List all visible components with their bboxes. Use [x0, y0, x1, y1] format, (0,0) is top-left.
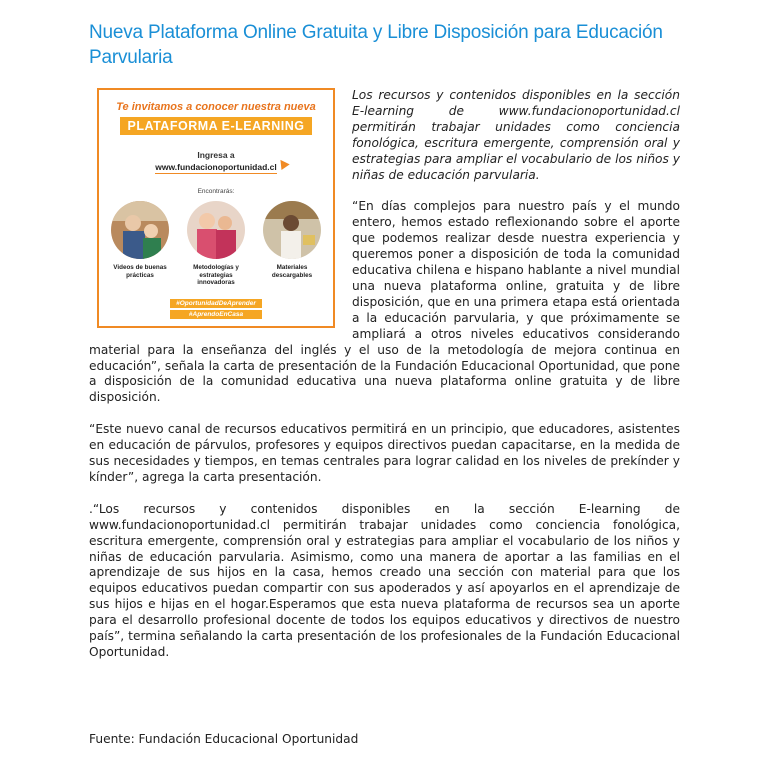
classroom-photo-icon — [111, 201, 169, 259]
article-intro: Los recursos y contenidos disponibles en la sección E-learning de www.fundacionoportunidad.cl permitirán trabajar unidades como conciencia fonológica, escritura emergente, comprensión oral y estrategias para ampliar el vocabulario de los niños y niñas de educación parvularia. — [352, 88, 680, 182]
promo-banner: PLATAFORMA E-LEARNING — [120, 117, 312, 135]
promo-item-caption: Materiales descargables — [271, 264, 313, 279]
promo-item-caption: Videos de buenas prácticas — [113, 264, 167, 279]
promo-item-videos — [105, 201, 175, 279]
hashtag: #AprendoEnCasa — [170, 310, 262, 319]
article-paragraph: “Este nuevo canal de recursos educativos permitirá en un principio, que educadores, asistentes en educación de párvulos, profesores y equipos directivos puedan capacitarse, en la medida de sus necesidades y tiempos, en temas centrales para lograr calidad en los niveles de prekínder y kínder”, agrega la carta presentación. — [89, 422, 680, 484]
promo-item-materiales — [257, 201, 327, 279]
child-photo-icon — [263, 201, 321, 259]
promo-invite-text: Te invitamos a conocer nuestra nueva — [116, 101, 316, 113]
article-body — [89, 88, 680, 677]
promo-item-caption: Metodologías y estrategias innovadoras — [193, 264, 239, 286]
article-title: Nueva Plataforma Online Gratuita y Libre Disposición para Educación Parvularia — [89, 22, 663, 68]
promo-image — [97, 88, 335, 328]
hashtag: #OportunidadDeAprender — [170, 299, 262, 308]
promo-url-text: www.fundacionoportunidad.cl — [155, 162, 277, 172]
promo-ingresa-text: Ingresa a — [197, 150, 235, 160]
article-source: Fuente: Fundación Educacional Oportunidad — [89, 732, 359, 746]
promo-encontraras-text: Encontrarás: — [197, 188, 235, 195]
promo-item-metodologias — [181, 201, 251, 287]
promo-hashtags — [99, 299, 333, 321]
children-photo-icon — [187, 201, 245, 259]
article-paragraph: .“Los recursos y contenidos disponibles en la sección E-learning de www.fundacionoportunidad.cl permitirán trabajar unidades como conciencia fonológica, escritura emergente, comprensión oral y estrategias para ampliar el vocabulario de los niños y niñas de educación parvularia. Asimismo, como una manera de aportar a las familias en el aprendizaje de sus hijos en la casa, hemos creado una sección con material para que los equipos educativos puedan compartir con sus apoderados y así apoyarlos en el aprendizaje de sus hijos e hijas en el hogar.Esperamos que esta nueva plataforma de recursos sea un aporte para el desarrollo profesional docente de todos los equipos educativos y directivos de nuestro país”, termina señalando la carta presentación de los profesionales de la Fundación Educacional Oportunidad. — [89, 501, 680, 659]
article-paragraph: “En días complejos para nuestro país y el mundo entero, hemos estado reflexionando sobre el aporte que podemos realizar desde nuestra experiencia y queremos poner a disposición de toda la comunidad educativa chilena e hispano hablante a nivel mundial una nueva plataforma online, gratuita y de libre disposición, que en una primera etapa está orientada a la educación parvularia, y que próximamente se ampliará a otros niveles educativos considerando material para la enseñanza del inglés y el uso de la metodología de mejora continua en educación”, señala la carta de presentación de la Fundación Educacional Oportunidad, que pone a disposición de la comunidad educativa una nueva plataforma online gratuita y de libre disposición. — [89, 199, 680, 405]
promo-url — [99, 160, 333, 176]
